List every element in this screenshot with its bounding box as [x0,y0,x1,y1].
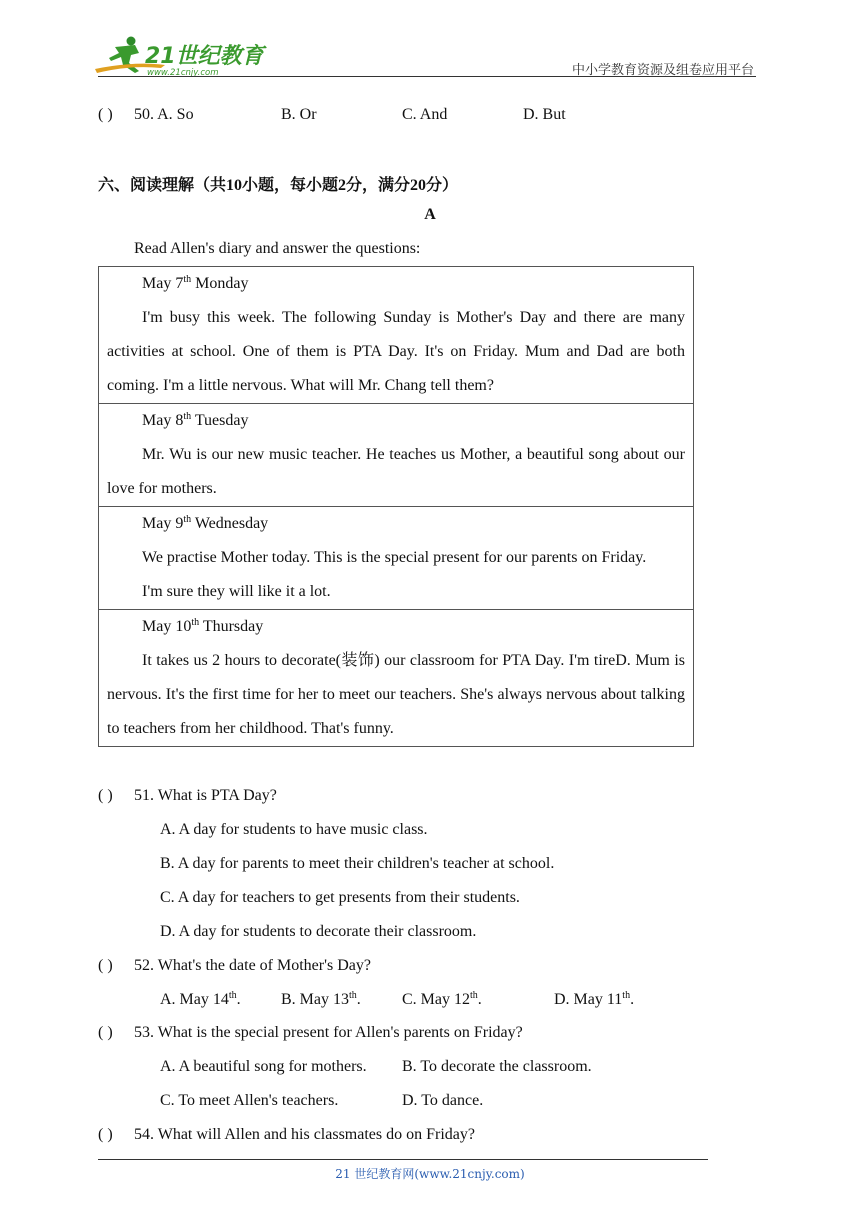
question-54 [98,1125,475,1145]
question-51 [98,786,277,806]
question-stem: 54. What will Allen and his classmates do on Friday? [134,1126,475,1143]
section-title: 六、阅读理解（共10小题，每小题2分，满分20分） [98,175,459,194]
header-platform-text: 中小学教育资源及组卷应用平台 [571,63,754,78]
footer-divider [98,1159,708,1160]
option-a: A. A beautiful song for mothers. [160,1058,367,1075]
option-c: C. To meet Allen's teachers. [160,1092,339,1109]
option-a: A. May 14th. [160,990,241,1008]
logo-url: www.21cnjy.com [147,68,219,78]
option-b: B. Or [281,106,317,123]
question-50 [98,105,194,125]
option-c: C. May 12th. [402,990,482,1008]
option-d: D. To dance. [402,1092,484,1109]
entry-date: May 8th Tuesday [142,411,249,429]
answer-blank[interactable]: ( ) [98,957,113,974]
answer-blank[interactable]: ( ) [98,106,113,123]
answer-blank[interactable]: ( ) [98,787,113,804]
option-b: B. To decorate the classroom. [402,1058,592,1075]
diary-entry [99,403,693,506]
header-divider [98,76,756,77]
option-a: A. A day for students to have music class. [160,821,428,838]
option-c: C. A day for teachers to get presents from their students. [160,889,520,906]
question-53 [98,1023,523,1043]
site-logo [95,33,270,79]
entry-text: Mr. Wu is our new music teacher. He teaches us Mother, a beautiful song about our love for mothers. [107,446,685,497]
passage-intro: Read Allen's diary and answer the questions: [134,240,421,257]
question-stem: 50. A. So [134,106,194,123]
option-d: D. A day for students to decorate their classroom. [160,923,477,940]
footer-link[interactable]: 21 世纪教育网(www.21cnjy.com) [335,1167,525,1181]
passage-label: A [424,206,436,223]
diary-entry [99,506,693,609]
entry-text: I'm sure they will like it a lot. [142,583,331,600]
entry-date: May 9th Wednesday [142,514,269,532]
logo-text: 21世纪教育 [145,44,264,69]
entry-text: It takes us 2 hours to decorate(装饰) our classroom for PTA Day. I'm tireD. Mum is nervous. It's the first time for her to meet our teachers. She's always nervous about talking to teachers from her childhood. That's funny. [107,652,685,737]
option-d: D. May 11th. [554,990,635,1008]
question-52 [98,956,371,976]
option-b: B. A day for parents to meet their children's teacher at school. [160,855,555,872]
option-c: C. And [402,106,448,123]
entry-date: May 10th Thursday [142,617,264,635]
diary-table [98,266,694,747]
question-stem: 52. What's the date of Mother's Day? [134,957,371,974]
answer-blank[interactable]: ( ) [98,1126,113,1143]
answer-blank[interactable]: ( ) [98,1024,113,1041]
diary-entry [99,267,693,403]
question-stem: 53. What is the special present for Allen's parents on Friday? [134,1024,523,1041]
question-stem: 51. What is PTA Day? [134,787,277,804]
entry-text: We practise Mother today. This is the special present for our parents on Friday. [142,549,647,566]
option-b: B. May 13th. [281,990,361,1008]
diary-entry [99,609,693,746]
entry-date: May 7th Monday [142,274,249,292]
entry-text: I'm busy this week. The following Sunday is Mother's Day and there are many activities at school. One of them is PTA Day. It's on Friday. Mum and Dad are both coming. I'm a little nervous. What will Mr. Chang tell them? [107,309,685,394]
option-d: D. But [523,106,566,123]
